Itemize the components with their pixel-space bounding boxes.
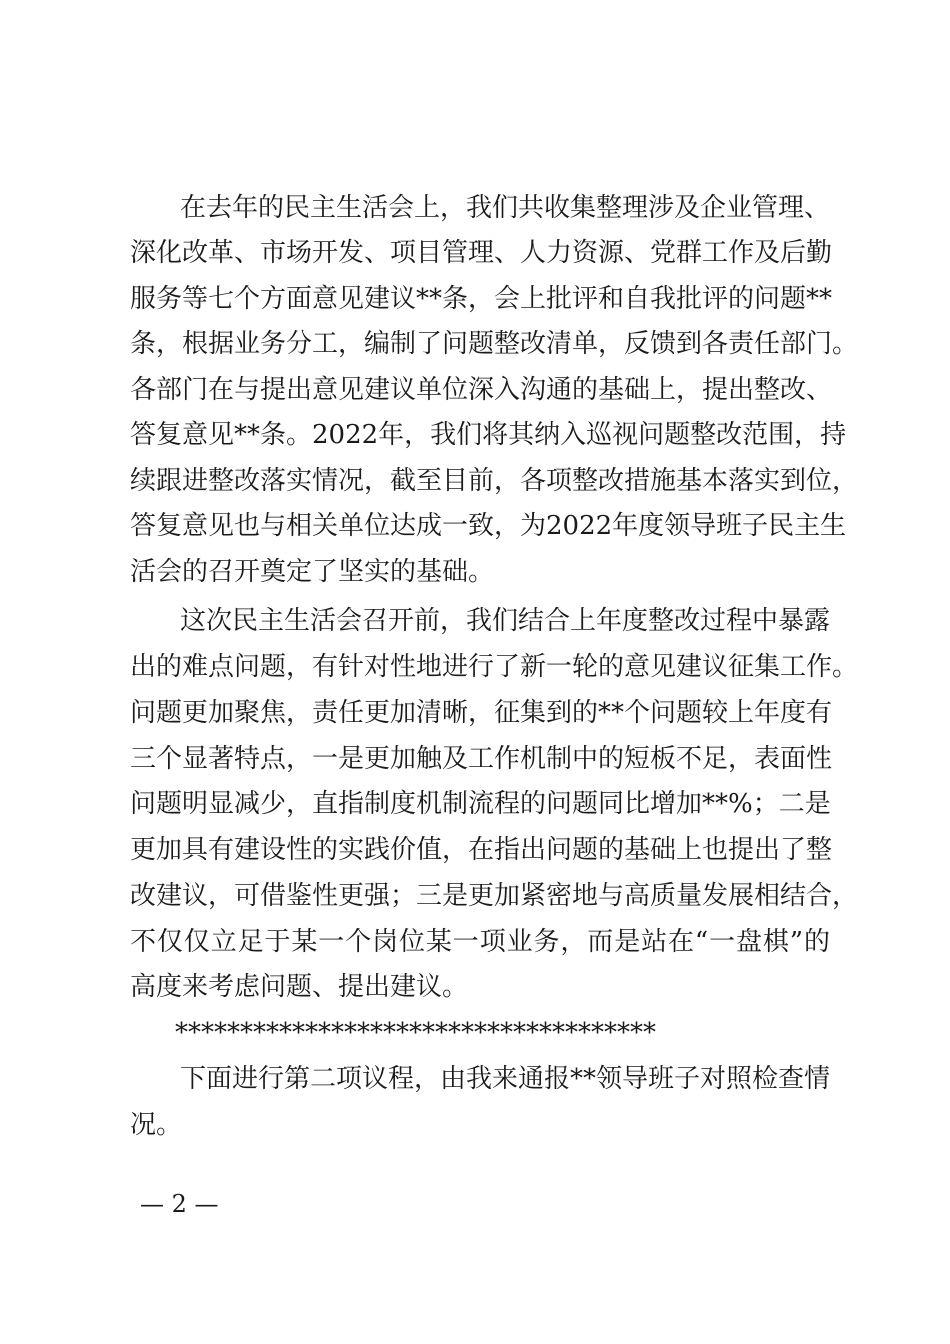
paragraph-1-line-5: 各部门在与提出意见建议单位深入沟通的基础上，提出整改、 (130, 375, 833, 405)
paragraph-1-line-7: 续跟进整改落实情况，截至目前，各项整改措施基本落实到位， (130, 466, 859, 496)
paragraph-2-line-7: 改建议，可借鉴性更强；三是更加紧密地与高质量发展相结合， (130, 881, 859, 911)
paragraph-1-line-9: 活会的召开奠定了坚实的基础。 (130, 557, 495, 587)
page-number: — 2 — (140, 1190, 219, 1218)
paragraph-3-line-2: 况。 (130, 1110, 183, 1140)
paragraph-2-line-8: 不仅仅立足于某一个岗位某一项业务，而是站在“一盘棋”的 (130, 927, 830, 957)
paragraph-1-line-6: 答复意见**条。2022年，我们将其纳入巡视问题整改范围，持 (130, 420, 847, 450)
paragraph-1-line-4: 条，根据业务分工，编制了问题整改清单，反馈到各责任部门。 (130, 329, 859, 359)
asterisk-separator: ************************************* (175, 1018, 656, 1048)
paragraph-1-line-3: 服务等七个方面意见建议**条，会上批评和自我批评的问题** (130, 284, 833, 314)
paragraph-2-line-5: 问题明显减少，直指制度机制流程的问题同比增加**%；二是 (130, 789, 831, 819)
paragraph-2-line-2: 出的难点问题，有针对性地进行了新一轮的意见建议征集工作。 (130, 652, 859, 682)
paragraph-1-line-2: 深化改革、市场开发、项目管理、人力资源、党群工作及后勤 (130, 238, 833, 268)
paragraph-3-line-1: 下面进行第二项议程，由我来通报**领导班子对照检查情 (180, 1064, 831, 1094)
paragraph-2-line-1: 这次民主生活会召开前，我们结合上年度整改过程中暴露 (180, 606, 831, 636)
paragraph-2-line-3: 问题更加聚焦，责任更加清晰，征集到的**个问题较上年度有 (130, 698, 833, 728)
paragraph-2-line-4: 三个显著特点，一是更加触及工作机制中的短板不足，表面性 (130, 744, 833, 774)
paragraph-2-line-9: 高度来考虑问题、提出建议。 (130, 972, 469, 1002)
paragraph-1-line-1: 在去年的民主生活会上，我们共收集整理涉及企业管理、 (180, 193, 831, 223)
paragraph-2-line-6: 更加具有建设性的实践价值，在指出问题的基础上也提出了整 (130, 835, 833, 865)
paragraph-1-line-8: 答复意见也与相关单位达成一致，为2022年度领导班子民主生 (130, 511, 847, 541)
